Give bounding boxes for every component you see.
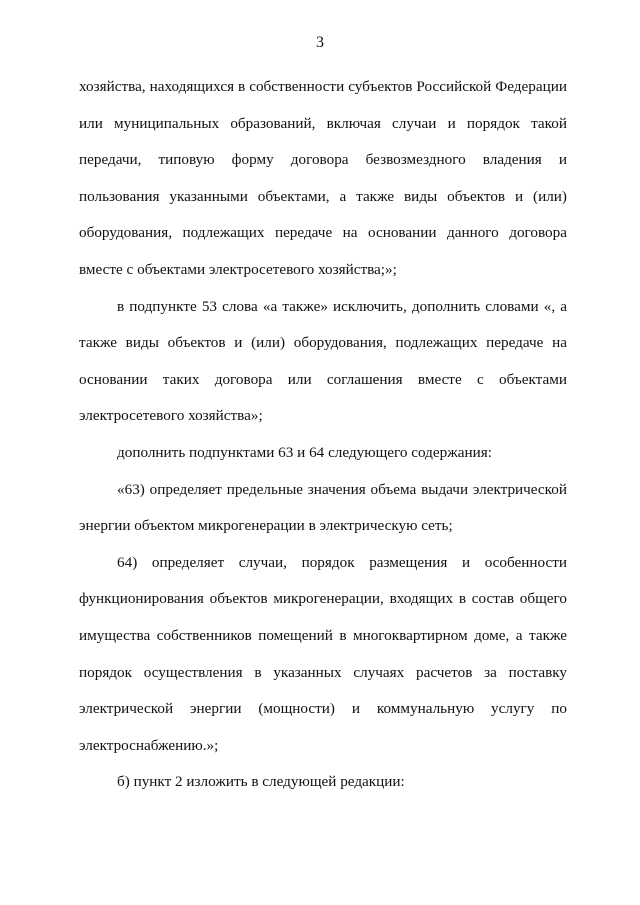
paragraph-subpoint-53: в подпункте 53 слова «а также» исключить, дополнить словами «, а также виды объектов и (или) оборудования, подлежащих передаче на основании таких договора или соглашения вместе с объектами электросетевого хозяйства»; xyxy=(79,297,567,425)
paragraph-point-2: б) пункт 2 изложить в следующей редакции: xyxy=(117,773,405,791)
paragraph-subpoint-64: 64) определяет случаи, порядок размещения и особенности функционирования объектов микрогенерации, входящих в состав общего имущества собственников помещений в многоквартирном доме, а также порядок осуществления в указанных случаях расчетов за поставку электрической энергии (мощности) и коммунальную услугу по электроснабжению.»; xyxy=(79,553,567,754)
paragraph-add-subpoints: дополнить подпунктами 63 и 64 следующего содержания: xyxy=(117,443,492,461)
paragraph-continuation: хозяйства, находящихся в собственности субъектов Российской Федерации или муниципальных образований, включая случаи и порядок такой передачи, типовую форму договора безвозмездного владения и пользования указанными объектами, а также виды объектов и (или) оборудования, подлежащих передаче на основании данного договора вместе с объектами электросетевого хозяйства;»; xyxy=(79,78,567,278)
page-number: 3 xyxy=(316,34,324,51)
paragraph-subpoint-63: «63) определяет предельные значения объема выдачи электрической энергии объектом микрогенерации в электрическую сеть; xyxy=(79,480,567,535)
document-body xyxy=(79,69,567,801)
